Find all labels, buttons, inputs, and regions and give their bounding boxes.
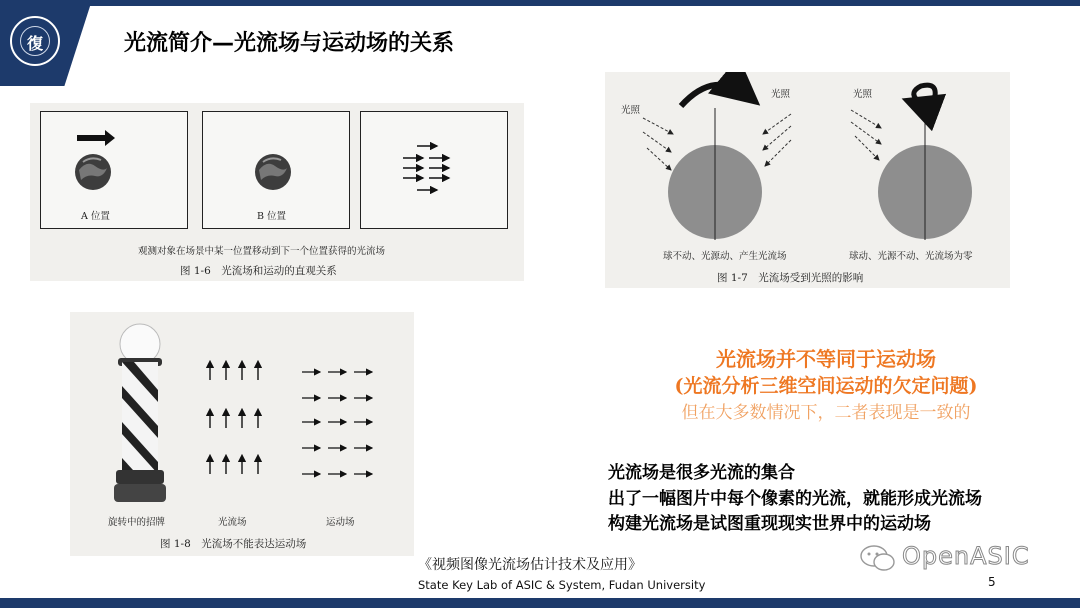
body-line-3: 构建光流场是试图重现现实世界中的运动场 — [608, 514, 931, 534]
figure-1-7-caption: 图 1-7 光流场受到光照的影响 — [717, 272, 864, 284]
highlight-line-1: 光流场并不等同于运动场 — [716, 347, 936, 371]
book-reference: 《视频图像光流场估计技术及应用》 — [418, 557, 642, 573]
university-logo — [10, 16, 60, 66]
top-accent-bar — [0, 0, 1080, 6]
panel-flow-field — [360, 111, 508, 229]
bottom-accent-bar — [0, 598, 1080, 608]
highlight-line-3: 但在大多数情况下，二者表现是一致的 — [681, 403, 971, 423]
body-line-2: 出了一幅图片中每个像素的光流，就能形成光流场 — [608, 489, 982, 509]
figure-1-7 — [605, 72, 1010, 288]
figure-1-8-label-motion: 运动场 — [326, 517, 355, 528]
label-position-b: B 位置 — [257, 211, 287, 222]
figure-1-7-label-right: 球动、光源不动、光流场为零 — [849, 251, 973, 262]
light-label-right: 光照 — [853, 89, 873, 100]
barber-pole-icon — [102, 318, 182, 514]
slide-title: 光流简介—光流场与运动场的关系 — [124, 31, 455, 56]
light-label-left: 光照 — [621, 105, 641, 116]
flow-arrows-icon — [399, 140, 469, 200]
globe-icon — [73, 152, 113, 192]
motion-field-arrows-icon — [300, 362, 380, 492]
figure-1-7-label-left: 球不动、光源动、产生光流场 — [663, 251, 787, 262]
figure-1-6-caption: 图 1-6 光流场和运动的直观关系 — [180, 265, 337, 277]
light-label-mid: 光照 — [771, 89, 791, 100]
watermark: OpenASIC — [902, 542, 1030, 570]
wechat-icon — [858, 542, 898, 574]
optical-flow-arrows-icon — [204, 356, 274, 476]
figure-1-8 — [70, 312, 414, 556]
panel-position-a — [40, 111, 188, 229]
figure-1-8-label-pole: 旋转中的招牌 — [108, 517, 166, 528]
body-line-1: 光流场是很多光流的集合 — [608, 463, 795, 483]
figure-1-8-caption: 图 1-8 光流场不能表达运动场 — [160, 538, 307, 550]
figure-1-8-label-flow: 光流场 — [218, 517, 247, 528]
logo-glyph: 復 — [26, 34, 43, 53]
label-position-a: A 位置 — [81, 211, 110, 222]
figure-1-6 — [30, 103, 524, 281]
panel-position-b — [202, 111, 350, 229]
globe-icon — [253, 152, 293, 192]
figure-1-6-description: 观测对象在场景中某一位置移动到下一个位置获得的光流场 — [138, 246, 386, 257]
highlight-line-2: (光流分析三维空间运动的欠定问题) — [674, 375, 978, 397]
page-number: 5 — [988, 575, 996, 589]
lab-name: State Key Lab of ASIC & System, Fudan University — [418, 578, 706, 592]
right-arrow-icon — [77, 128, 117, 148]
